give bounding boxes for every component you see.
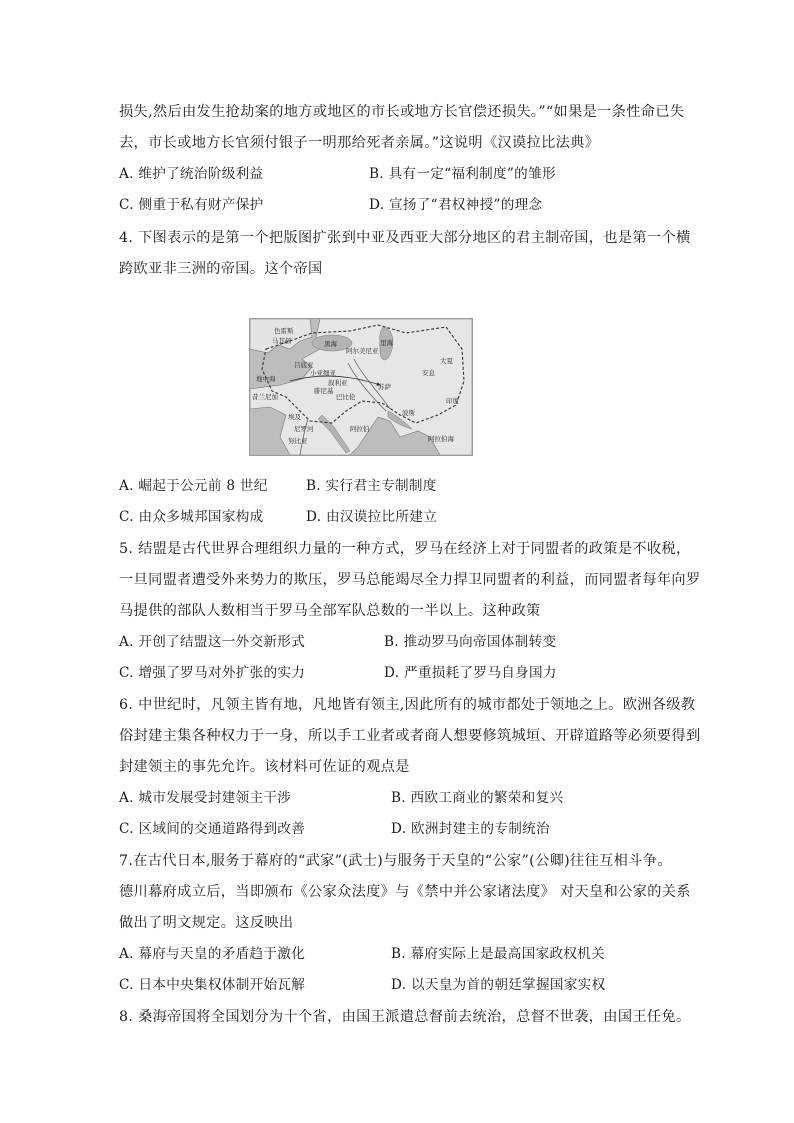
q7-stem-line-3: 做出了明文规定。这反映出 [119,915,294,931]
map-label-parthia: 安息 [422,369,435,377]
q3-option-d[interactable]: D. 宣扬了“君权神授”的理念 [369,197,543,213]
q3-stem-line-2: 去，市长或地方长官须付银子一明那给死者亲属。”这说明《汉谟拉比法典》 [119,135,600,151]
map-label-armenia: 阿尔美尼亚 [346,347,379,355]
q5-option-c[interactable]: C. 增强了罗马对外扩张的实力 [119,665,306,681]
map-svg [250,319,472,455]
map-label-macedonia: 马其顿 [272,337,292,345]
q3-option-a[interactable]: A. 维护了统治阶级利益 [119,166,264,182]
q7-option-d[interactable]: D. 以天皇为首的朝廷掌握国家实权 [391,977,606,993]
q5-option-a[interactable]: A. 开创了结盟这一外交新形式 [119,634,306,650]
map-label-mediterranean: 地中海 [256,375,276,383]
q6-option-c[interactable]: C. 区域间的交通道路得到改善 [119,821,306,837]
map-label-india: 印度 [446,397,459,405]
q3-option-b[interactable]: B. 具有一定“福利制度”的雏形 [369,166,556,182]
q5-stem-line-1: 5. 结盟是古代世界合理组织力量的一种方式，罗马在经济上对于同盟者的政策是不收税， [119,541,691,557]
q6-stem-line-2: 俗封建主集各种权力于一身，所以手工业者或者商人想要修筑城垣、开辟道路等必须要得到 [119,728,701,744]
q5-stem-line-2: 一旦同盟者遭受外来势力的欺压，罗马总能竭尽全力捍卫同盟者的利益，而同盟者每年向罗 [119,572,701,588]
map-label-arabian-sea: 阿拉伯海 [428,435,454,443]
map-label-persis: 波斯 [402,409,415,417]
map-label-asia-minor: 小亚细亚 [310,369,336,377]
q6-option-d[interactable]: D. 欧洲封建主的专制统治 [391,821,550,837]
map-label-thrace: 色雷斯 [274,327,294,335]
q4-option-a[interactable]: A. 崛起于公元前 8 世纪 [119,478,268,494]
q4-stem-line-2: 跨欧亚非三洲的帝国。这个帝国 [119,261,323,277]
q7-option-a[interactable]: A. 幕府与天皇的矛盾趋于激化 [119,946,306,962]
q7-stem-line-2: 德川幕府成立后，当即颁布《公家众法度》与《禁中并公家诸法度》 对天皇和公家的关系 [119,884,691,900]
q6-option-a[interactable]: A. 城市发展受封建领主干涉 [119,790,292,806]
q8-stem-line-1: 8. 桑海帝国将全国划分为十个省，由国王派遣总督前去统治，总督不世袭，由国王任免。 [119,1009,691,1025]
q4-option-c[interactable]: C. 由众多城邦国家构成 [119,509,264,525]
map-label-black-sea: 黑海 [324,340,337,348]
q6-option-b[interactable]: B. 西欧工商业的繁荣和复兴 [391,790,564,806]
q7-option-c[interactable]: C. 日本中央集权体制开始瓦解 [119,977,306,993]
q3-stem-line-1: 损失,然后由发生抢劫案的地方或地区的市长或地方长官偿还损失。”“如果是一条性命已失 [119,104,685,120]
q6-stem-line-3: 封建领主的事先允许。该材料可佐证的观点是 [119,759,410,775]
map-label-babylon: 巴比伦 [336,393,356,401]
q5-option-b[interactable]: B. 推动罗马向帝国体制转变 [384,634,557,650]
q5-stem-line-3: 马提供的部队人数相当于罗马全部军队总数的一半以上。这种政策 [119,603,541,619]
map-label-nile: 尼罗河 [294,425,314,433]
q7-option-b[interactable]: B. 幕府实际上是最高国家政权机关 [391,946,606,962]
map-label-caspian: 里海 [380,339,393,347]
map-label-lydia: 吕底亚 [294,361,314,369]
map-label-bactria: 大夏 [440,357,453,365]
map-label-egypt: 埃及 [288,413,301,421]
map-label-nubia: 努比亚 [288,437,308,445]
q5-option-d[interactable]: D. 严重损耗了罗马自身国力 [384,665,557,681]
map-label-cyrenaica: 昔兰尼加 [252,393,278,401]
map-label-susa: 苏萨 [378,383,391,391]
persian-empire-map [249,318,473,456]
q7-stem-line-1: 7.在古代日本,服务于幕府的“武家”(武士)与服务于天皇的“公家”(公卿)往往互相斗争。 [119,853,672,869]
q6-stem-line-1: 6. 中世纪时，凡领主皆有地，凡地皆有领主,因此所有的城市都处于领地之上。欧洲各级教 [119,697,696,713]
map-label-syria: 叙利亚 [328,379,348,387]
q3-option-c[interactable]: C. 侧重于私有财产保护 [119,197,264,213]
q4-option-d[interactable]: D. 由汉谟拉比所建立 [306,509,438,525]
q4-stem-line-1: 4. 下图表示的是第一个把版图扩张到中亚及西亚大部分地区的君主制帝国，也是第一个横 [119,230,691,246]
map-label-arabia: 阿拉伯 [350,425,370,433]
q4-option-b[interactable]: B. 实行君主专制制度 [306,478,437,494]
map-label-phoenicia: 腓尼基 [314,387,334,395]
